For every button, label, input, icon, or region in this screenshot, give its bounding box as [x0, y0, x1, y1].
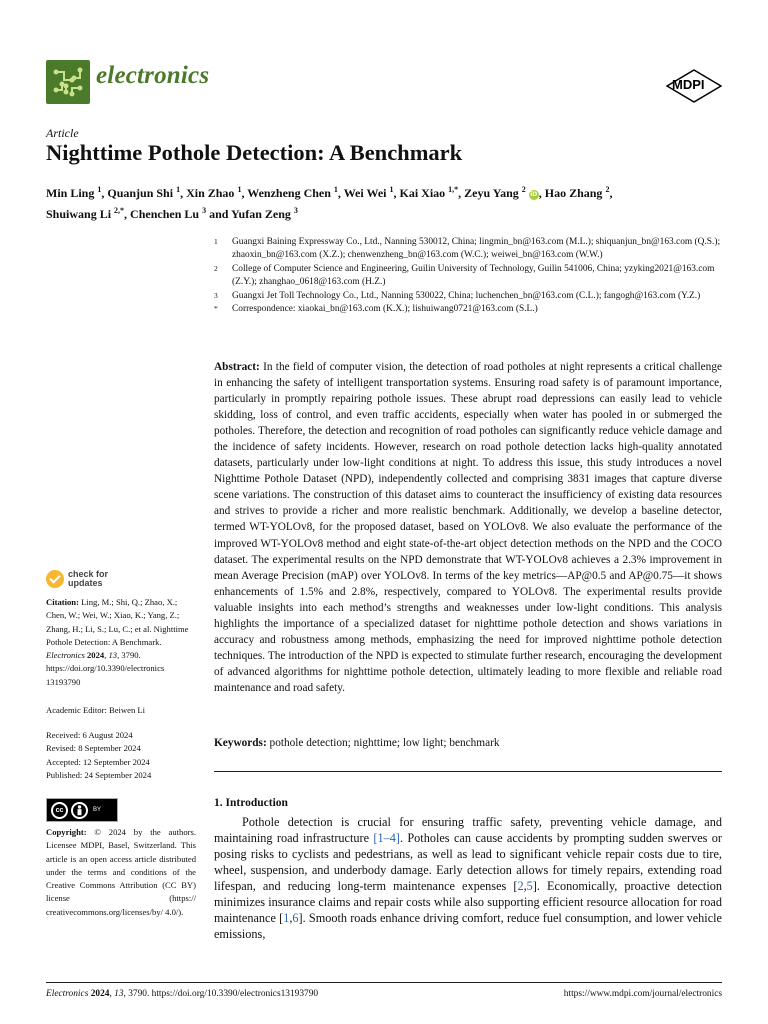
- affiliation-text: College of Computer Science and Engineering, Guilin University of Technology, Guilin 541006, China; yzyking2021@163.com (Z.Y.); zhanghao_0618@163.com (H.Z.): [232, 263, 715, 288]
- author-name: Xin Zhao $^1$: [186, 185, 242, 200]
- affiliation-marker: 2: [214, 263, 218, 273]
- revised-date: Revised: 8 September 2024: [46, 743, 141, 754]
- keywords: [214, 737, 722, 749]
- author-affiliation-marker: 1: [333, 185, 338, 194]
- affiliations: [214, 236, 726, 316]
- attribution-icon: [71, 802, 88, 819]
- check-updates-line2: updates: [68, 578, 103, 588]
- received-date: Received: 6 August 2024: [46, 730, 133, 740]
- author-affiliation-marker: 2,*: [114, 206, 125, 215]
- author-affiliation-marker: 1,*: [448, 185, 459, 194]
- author-name: Chenchen Lu $^3$: [130, 206, 207, 221]
- author-name: Yufan Zeng $^3$: [230, 206, 298, 221]
- affiliation-marker: 3: [214, 290, 218, 300]
- author-list: Min Ling $^1$, Quanjun Shi $^1$, Xin Zhao $^1$, Wenzheng Chen $^1$, Wei Wei $^1$, Kai Xiao $^{1,*}$, Zeyu Yang $^2$ iD, Hao Zhang $^2$, Shuiwang Li $^{2,*}$, Chenchen Lu $^3$ and Yufan Zeng $^3$: [46, 185, 613, 221]
- author-name: Kai Xiao $^{1,*}$: [399, 185, 459, 200]
- ref-separator: ,: [523, 878, 527, 893]
- article-type: Article: [46, 126, 79, 140]
- abstract: [214, 359, 722, 696]
- affiliation-item: [214, 236, 726, 263]
- journal-name: electronics: [96, 62, 210, 89]
- author-affiliation-marker: 1: [237, 185, 242, 194]
- citation-block: Citation: Ling, M.; Shi, Q.; Zhao, X.; Chen, W.; Wei, W.; Xiao, K.; Yang, Z.; Zhang, H.; Li, S.; Lu, C.; et al. Nighttime Pothole Detection: A Benchmark. Electronics 2024, 13, 3790. https://doi.org/10.3390/electronics 13193790: [46, 597, 189, 687]
- author-affiliation-marker: 2: [521, 185, 526, 194]
- mdpi-logo: [666, 69, 722, 108]
- author-affiliation-marker: 1: [389, 185, 394, 194]
- author-affiliation-marker: 1: [176, 185, 181, 194]
- reference-link[interactable]: 6: [292, 910, 299, 925]
- citation-volume: 13: [108, 650, 118, 661]
- check-for-updates-button[interactable]: [46, 570, 108, 588]
- introduction-paragraph: [214, 815, 722, 943]
- ref-bracket: [: [279, 910, 284, 925]
- copyright-notice: [46, 826, 196, 919]
- intro-text-1: Pothole detection is crucial for ensuring traffic safety, preventing vehicle damage, and maintaining road infrastructure: [214, 815, 722, 845]
- affiliation-item: [214, 303, 726, 316]
- affiliation-text: Guangxi Jet Toll Technology Co., Ltd., Nanning 530022, China; luchenchen_bn@163.com (C.L.); fangogh@163.com (Y.Z.): [232, 290, 701, 301]
- affiliation-text: Guangxi Baining Expressway Co., Ltd., Nanning 530012, China; lingmin_bn@163.com (M.L.); shiquanjun_bn@163.com (Q.S.); zhaoxin_bn@163.com (X.Z.); chenwenzheng_bn@163.com (W.C.); weiwei_bn@163.com (W.W.): [232, 237, 721, 261]
- abstract-label: Abstract:: [214, 361, 260, 373]
- cc-by-license-badge[interactable]: [46, 798, 118, 822]
- academic-editor: Academic Editor: Beiwen Li: [46, 705, 146, 715]
- dates-block: [46, 729, 196, 782]
- intro-text-3: . Economically, proactive detection minimizes insurance claims and repair costs while also supporting efficient resource allocation for road maintenance: [214, 878, 722, 925]
- cc-icon: cc: [51, 802, 68, 819]
- intro-text-4: . Smooth roads enhance driving comfort, reduce fuel consumption, and lower vehicle emissions,: [214, 910, 722, 941]
- check-updates-line1: check for: [68, 569, 109, 579]
- author-affiliation-marker: 2: [605, 185, 610, 194]
- author-name: Shuiwang Li $^{2,*}$: [46, 206, 125, 221]
- author-name: Min Ling $^1$: [46, 185, 102, 200]
- citation-rest: , 3790. https://doi.org/10.3390/electronics 13193790: [46, 650, 165, 687]
- affiliation-marker: *: [214, 304, 218, 314]
- author-name: Hao Zhang $^2$: [544, 185, 610, 200]
- ref-bracket: ]: [298, 910, 303, 925]
- copyright-label: Copyright:: [46, 827, 87, 837]
- reference-link[interactable]: [1–4]: [373, 830, 400, 845]
- author-name: Wenzheng Chen $^1$: [247, 185, 338, 200]
- introduction-heading: 1. Introduction: [214, 797, 288, 809]
- ref-bracket: ]: [532, 878, 537, 893]
- author-affiliation-marker: 1: [97, 185, 102, 194]
- footer-citation: Electronics 2024, 13, 3790. https://doi.org/10.3390/electronics13193790: [46, 989, 319, 999]
- citation-text: Ling, M.; Shi, Q.; Zhao, X.; Chen, W.; Wei, W.; Xiao, K.; Yang, Z.; Zhang, H.; Li, S.; Lu, C.; et al. Nighttime Pothole Detection: A Benchmark.: [46, 597, 189, 647]
- author-affiliation-marker: 3: [202, 206, 207, 215]
- copyright-text: © 2024 by the authors. Licensee MDPI, Basel, Switzerland. This article is an open access article distributed under the terms and conditions of the Creative Commons Attribution (CC BY) license (https:// creativecommons.org/licenses/by/ 4.0/).: [46, 827, 196, 917]
- author-name: Quanjun Shi $^1$: [107, 185, 181, 200]
- reference-link[interactable]: 5: [526, 878, 533, 893]
- footer-doi[interactable]: , 3790. https://doi.org/10.3390/electronics13193790: [123, 989, 319, 999]
- footer-divider: [46, 982, 722, 983]
- author-name: Zeyu Yang $^2$ iD: [464, 185, 538, 200]
- citation-label: Citation:: [46, 597, 79, 607]
- affiliation-marker: 1: [214, 237, 218, 246]
- reference-link[interactable]: 1: [283, 910, 290, 925]
- abstract-text: In the field of computer vision, the detection of road potholes at night represents a critical challenge in enhancing the safety of intelligent transportation systems. Ensuring road safety is of paramount importance, particularly in promptly repairing pothole issues. These abrupt road depressions can easily lead to vehicle skidding, loss of control, and even traffic accidents, especially when water has pooled in or submerged the potholes. Therefore, the detection and recognition of road potholes can significantly reduce vehicle damage and the incidence of safety incidents. However, research on road pothole detection lacks high-quality annotated datasets, particularly under low-light conditions at night. To address this issue, this study introduces a novel Nighttime Pothole Dataset (NPD), independently collected and comprising 3831 images that capture diverse scene variations. The construction of this dataset aims to counteract the insufficiency of existing data resources and strives to provide a richer and more realistic benchmark. Additionally, we develop a baseline detector, termed WT-YOLOv8, for the proposed dataset, based on YOLOv8. We also evaluate the performance of the improved WT-YOLOv8 method and eight state-of-the-art object detection methods on the NPD and the COCO dataset. The experimental results on the NPD demonstrate that WT-YOLOv8 achieves a 2.3% improvement in mean Average Precision (mAP) over YOLOv8. In terms of the key metrics—AP@0.5 and AP@0.75—it shows enhancements of 1.5% and 2.8%, respectively, compared to YOLOv8. The experimental results provide valuable insights into each method’s strengths and weaknesses under low-light conditions. This analysis highlights the importance of a specialized dataset for nighttime pothole detection and shows variations in accuracy and robustness among methods, emphasizing the need for improved nighttime pothole detection techniques. The introduction of the NPD is expected to stimulate further research, encouraging the development of advanced algorithms for nighttime pothole detection, ultimately leading to more flexible and reliable road maintenance and road safety.: [214, 361, 722, 694]
- ref-bracket: [: [513, 878, 518, 893]
- accepted-date: Accepted: 12 September 2024: [46, 756, 150, 767]
- article-title: Nighttime Pothole Detection: A Benchmark: [46, 140, 463, 165]
- ref-separator: ,: [289, 910, 293, 925]
- reference-link[interactable]: 2: [517, 878, 524, 893]
- keywords-label: Keywords:: [214, 737, 267, 749]
- affiliation-text: Correspondence: xiaokai_bn@163.com (K.X.); lishuiwang0721@163.com (S.L.): [232, 304, 538, 315]
- section-divider: [214, 771, 722, 772]
- journal-logo: [46, 60, 90, 104]
- author-affiliation-marker: 3: [293, 206, 298, 215]
- cc-by-text: BY: [93, 807, 102, 813]
- keywords-text: pothole detection; nighttime; low light; benchmark: [269, 737, 500, 749]
- citation-journal: Electronics: [46, 650, 85, 661]
- check-badge-icon: [46, 570, 64, 588]
- published-date: Published: 24 September 2024: [46, 769, 152, 780]
- mdpi-text: MDPI: [672, 77, 705, 92]
- circuit-board-icon: [50, 64, 86, 100]
- affiliation-item: [214, 290, 726, 303]
- affiliation-item: [214, 263, 726, 290]
- footer-journal-url[interactable]: https://www.mdpi.com/journal/electronics: [563, 989, 722, 999]
- intro-text-2: . Potholes can cause accidents by prompting sudden swerves or posing risks to cyclists and pedestrians, as well as lead to significant vehicle repair costs due to tire, wheel, suspension, and underbody damage. Early detection allows for timely repairs, extending road lifespan, and reducing long-term maintenance expenses: [214, 830, 722, 893]
- footer-volume: 13: [114, 989, 124, 999]
- orcid-icon[interactable]: iD: [530, 191, 538, 198]
- author-name: Wei Wei $^1$: [343, 185, 394, 200]
- footer-year: 2024: [90, 989, 110, 999]
- footer-journal: Electronics: [46, 989, 89, 999]
- citation-year: 2024: [86, 650, 105, 661]
